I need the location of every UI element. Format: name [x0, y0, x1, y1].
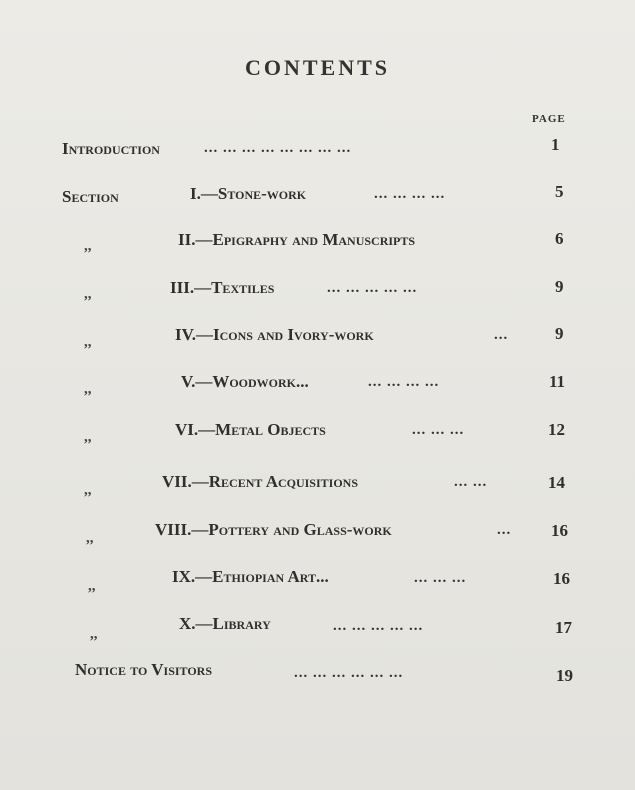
leader-dots: ... ... ... ... ...: [327, 280, 418, 296]
page-number: 6: [555, 229, 564, 248]
page-number: 9: [555, 324, 564, 343]
toc-entry-stone-work: I.—Stone-work: [190, 184, 307, 203]
leader-dots: ...: [494, 327, 509, 343]
ditto-mark: ,,: [84, 429, 92, 445]
ditto-mark: ,,: [84, 334, 92, 350]
section-prefix: Section: [62, 187, 119, 206]
leader-dots: ... ...: [454, 474, 488, 490]
page-number: 19: [556, 666, 573, 685]
toc-entry-library: X.—Library: [179, 614, 271, 633]
ditto-mark: ,,: [88, 578, 96, 594]
leader-dots: ... ... ... ... ...: [333, 618, 424, 634]
page-column-label: PAGE: [532, 113, 566, 125]
ditto-mark: ,,: [84, 482, 92, 498]
leader-dots: ... ... ... ...: [374, 186, 446, 202]
toc-entry-icons-ivory: IV.—Icons and Ivory-work: [175, 325, 374, 344]
leader-dots: ...: [497, 522, 512, 538]
leader-dots: ... ... ... ...: [368, 374, 440, 390]
leader-dots: ... ... ...: [412, 422, 465, 438]
toc-entry-woodwork: V.—Woodwork...: [181, 372, 309, 391]
toc-entry-ethiopian-art: IX.—Ethiopian Art...: [172, 567, 329, 586]
page-number: 1: [551, 135, 560, 154]
ditto-mark: ,,: [84, 238, 92, 254]
toc-entry-notice-to-visitors: Notice to Visitors: [75, 660, 213, 679]
toc-entry-pottery-glass: VIII.—Pottery and Glass-work: [155, 520, 392, 539]
leader-dots: ... ... ... ... ... ...: [294, 665, 404, 681]
page-title: CONTENTS: [244, 55, 391, 80]
leader-dots: ... ... ... ... ... ... ... ...: [204, 140, 352, 156]
leader-dots: ... ... ...: [414, 570, 467, 586]
toc-entry-epigraphy: II.—Epigraphy and Manuscripts: [178, 230, 416, 249]
toc-entry-recent-acquisitions: VII.—Recent Acquisitions: [162, 472, 358, 491]
page-number: 11: [549, 372, 566, 391]
page-number: 17: [555, 618, 572, 637]
page-number: 5: [555, 182, 564, 201]
page-number: 12: [548, 420, 565, 439]
page-number: 9: [555, 277, 564, 296]
ditto-mark: ,,: [84, 381, 92, 397]
page-number: 16: [553, 569, 570, 588]
toc-entry-textiles: III.—Textiles: [170, 278, 275, 297]
page-number: 16: [551, 521, 568, 540]
page-number: 14: [548, 473, 565, 492]
ditto-mark: ,,: [86, 530, 94, 546]
toc-entry-metal-objects: VI.—Metal Objects: [175, 420, 326, 439]
ditto-mark: ,,: [90, 626, 98, 642]
ditto-mark: ,,: [84, 286, 92, 302]
toc-entry-introduction: Introduction: [62, 139, 160, 158]
